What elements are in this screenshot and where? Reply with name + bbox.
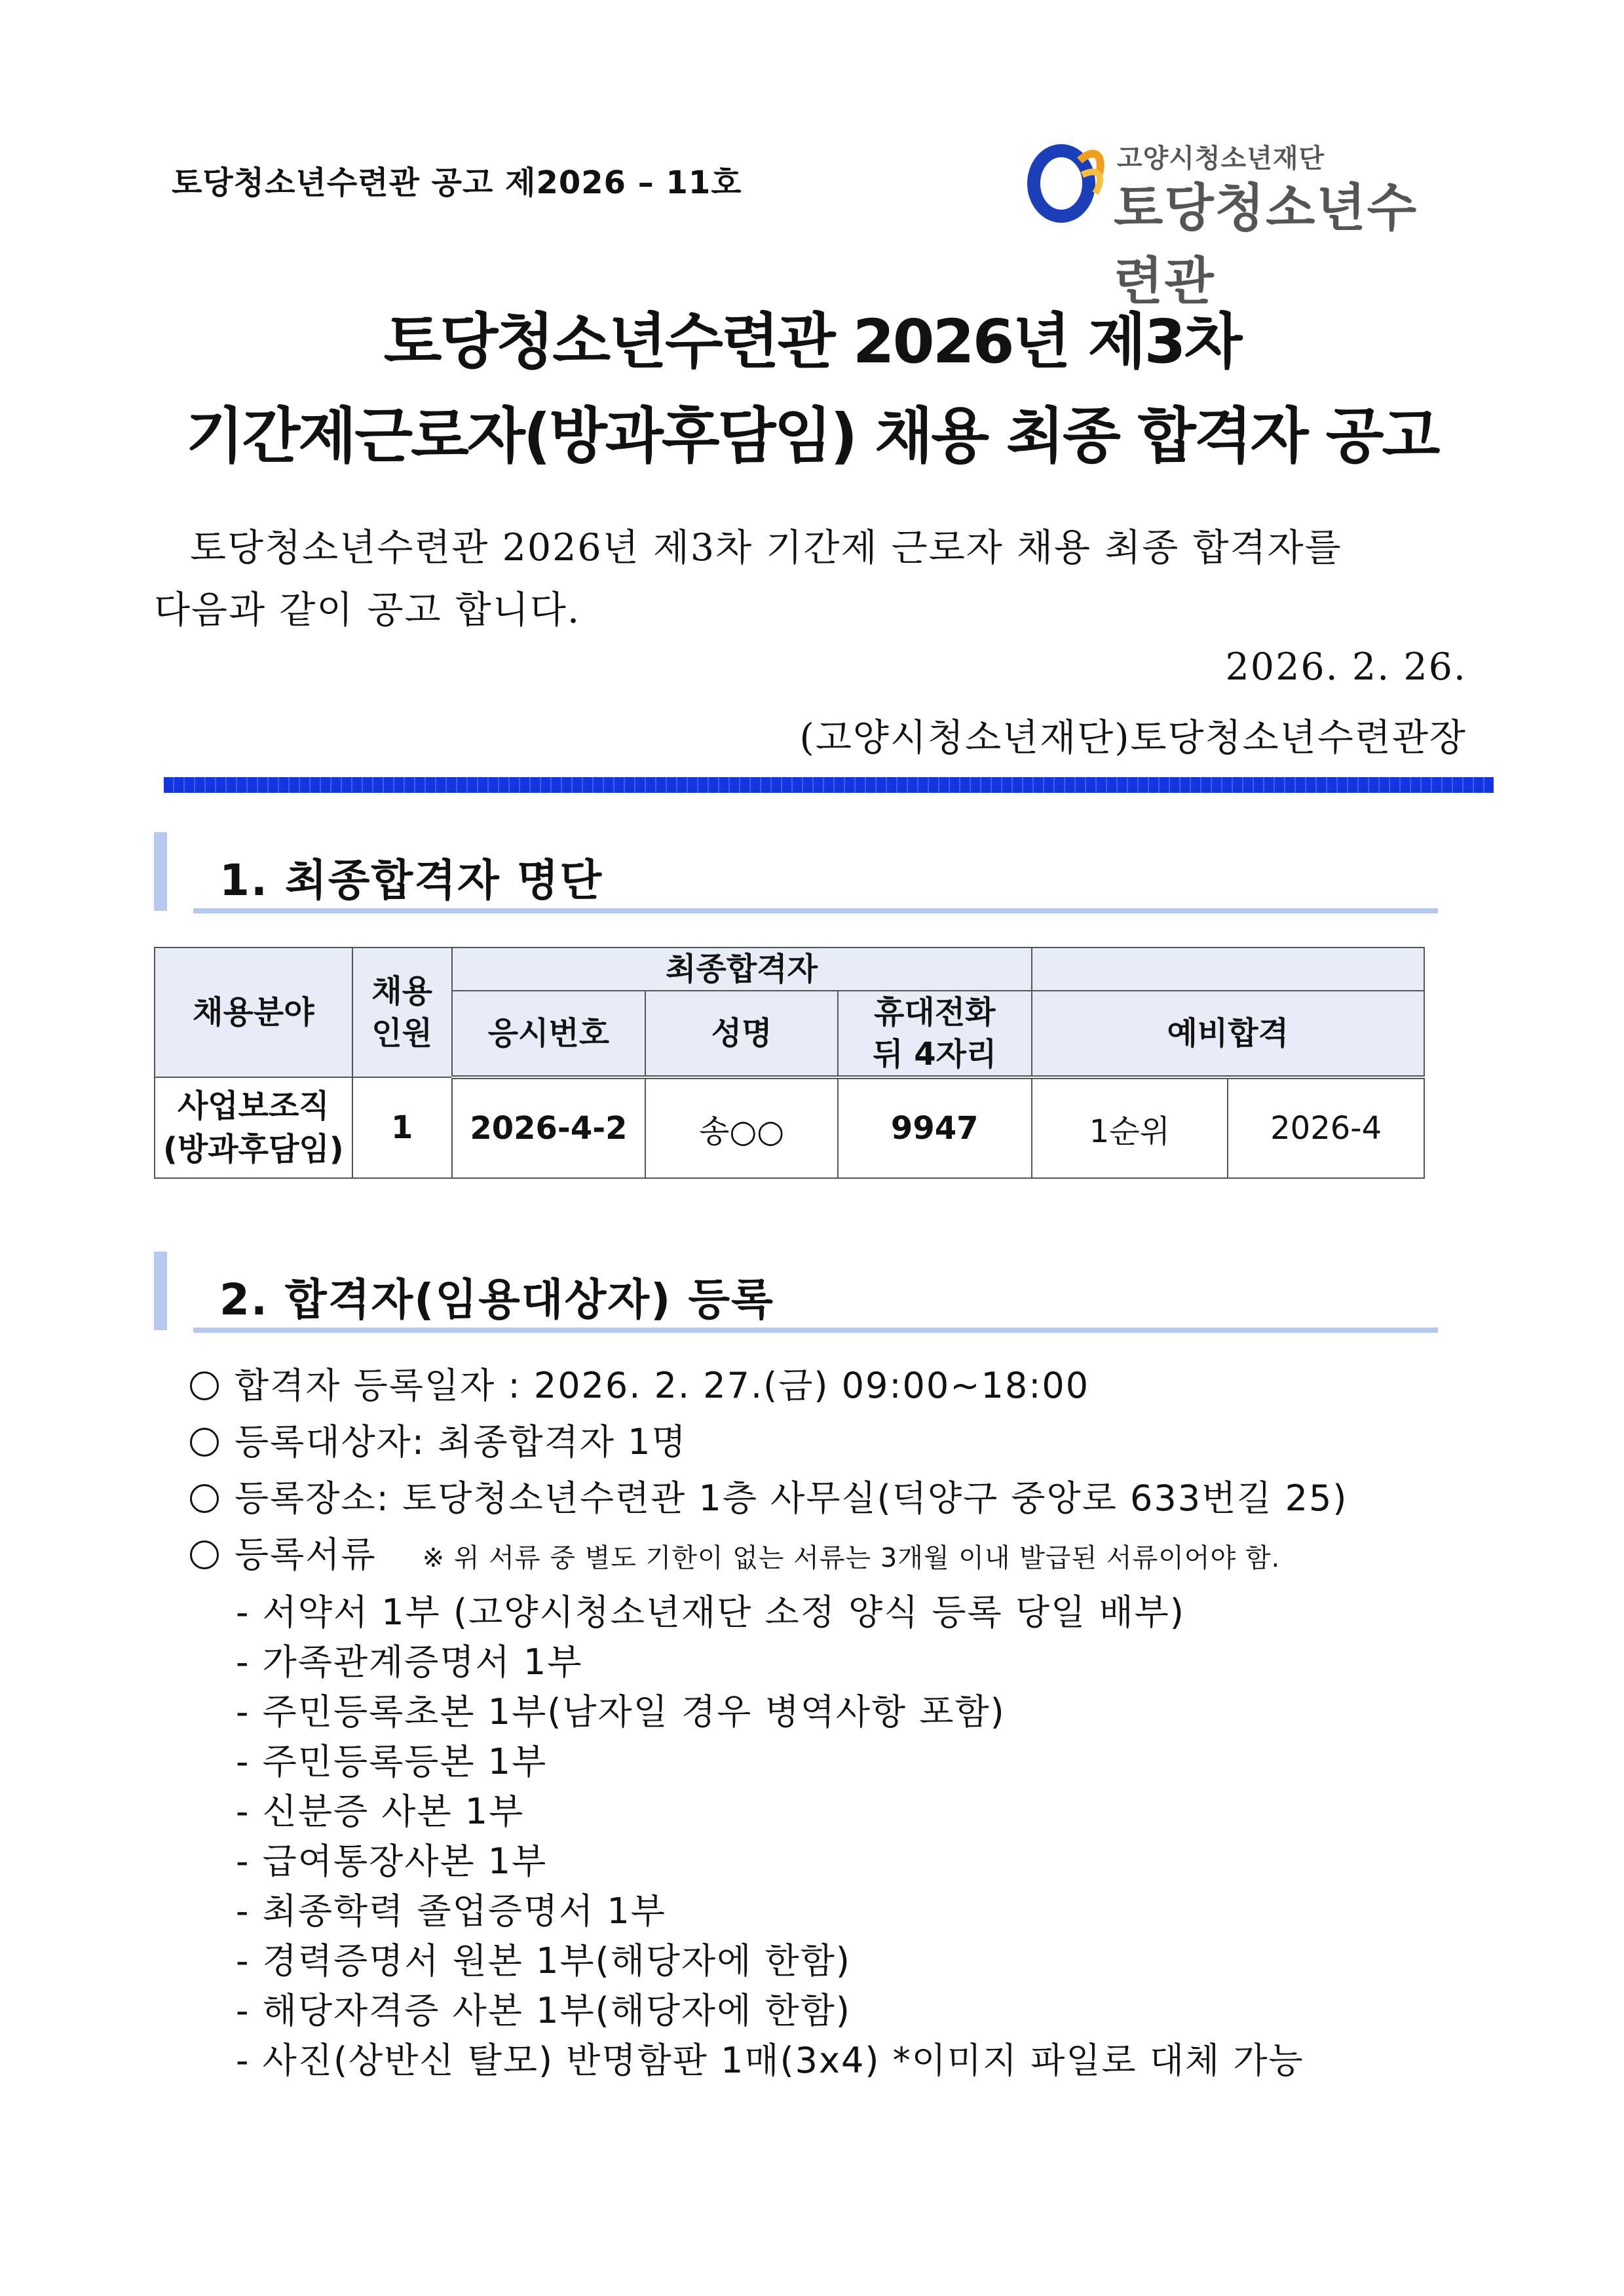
docs-note: ※ 위 서류 중 별도 기한이 없는 서류는 3개월 이내 발급된 서류이어야 함. — [422, 1543, 1281, 1573]
document-item: - 최종학력 졸업증명서 1부 — [236, 1890, 666, 1932]
cell-field-line2: (방과후담임) — [163, 1131, 344, 1168]
document-item: - 주민등록초본 1부(남자일 경우 병역사항 포함) — [236, 1691, 1006, 1732]
issuer: (고양시청소년재단)토당청소년수련관장 — [799, 716, 1467, 759]
section2-marker — [154, 1252, 167, 1330]
logo-small-text: 고양시청소년재단 — [1117, 144, 1325, 174]
document-item: - 해당자격증 사본 1부(해당자에 한함) — [236, 1990, 851, 2031]
cell-field-line1: 사업보조직 — [177, 1088, 330, 1124]
document-item: - 급여통장사본 1부 — [236, 1841, 548, 1882]
circle-bullet-icon — [190, 1428, 219, 1457]
circle-bullet-icon — [190, 1540, 219, 1569]
header-name: 성명 — [645, 991, 838, 1077]
document-item: - 가족관계증명서 1부 — [236, 1641, 583, 1683]
list-item: 합격자 등록일자 : 2026. 2. 27.(금) 09:00~18:00 — [190, 1358, 1089, 1408]
logo — [1022, 131, 1454, 311]
divider-bar — [164, 777, 1494, 793]
table-row — [155, 1077, 1424, 1178]
cell-field — [155, 1077, 352, 1178]
header-final: 최종합격자 — [452, 947, 1032, 991]
header-exam-no: 응시번호 — [452, 991, 646, 1077]
header-field: 채용분야 — [155, 947, 352, 1077]
header-phone — [838, 991, 1032, 1077]
document-item: - 주민등록등본 1부 — [236, 1741, 548, 1782]
header-count-line2: 인원 — [371, 1015, 433, 1052]
cell-name: 송○○ — [645, 1077, 838, 1178]
header-blank — [1032, 947, 1424, 991]
cell-phone: 9947 — [838, 1077, 1032, 1178]
cell-exam-no: 2026-4-2 — [452, 1077, 646, 1178]
cell-count: 1 — [352, 1077, 452, 1178]
intro-line2: 다음과 같이 공고 합니다. — [154, 588, 581, 632]
section1-marker — [154, 832, 167, 911]
header-count-line1: 채용 — [371, 973, 433, 1010]
section1-title: 1. 최종합격자 명단 — [219, 855, 603, 906]
notice-number: 토당청소년수련관 공고 제2026 – 11호 — [172, 164, 742, 201]
intro-line1: 토당청소년수련관 2026년 제3차 기간제 근로자 채용 최종 합격자를 — [190, 526, 1342, 569]
logo-big-text: 토당청소년수련관 — [1114, 179, 1418, 311]
section1-underline — [193, 908, 1438, 913]
header-count — [352, 947, 452, 1077]
cell-reserve-no: 2026-4 — [1228, 1077, 1424, 1178]
list-item: 등록대상자: 최종합격자 1명 — [190, 1414, 687, 1464]
document-item: - 사진(상반신 탈모) 반명함판 1매(3x4) *이미지 파일로 대체 가능 — [236, 2040, 1304, 2081]
document-item: - 서약서 1부 (고양시청소년재단 소정 양식 등록 당일 배부) — [236, 1592, 1185, 1633]
header-reserve: 예비합격 — [1032, 991, 1424, 1077]
list-item: 등록서류 ※ 위 서류 중 별도 기한이 없는 서류는 3개월 이내 발급된 서류이어야 함. — [190, 1527, 1280, 1577]
finalist-table — [154, 947, 1425, 1179]
document-item: - 경력증명서 원본 1부(해당자에 한함) — [236, 1940, 851, 1981]
logo-emblem-icon — [1022, 134, 1114, 226]
page-title-line2: 기간제근로자(방과후담임) 채용 최종 합격자 공고 — [185, 401, 1439, 471]
section2-title: 2. 합격자(임용대상자) 등록 — [219, 1274, 774, 1325]
header-phone-line1: 휴대전화 — [873, 994, 996, 1031]
page-title-line1: 토당청소년수련관 2026년 제3차 — [383, 307, 1241, 377]
header-phone-line2: 뒤 4자리 — [873, 1036, 997, 1073]
circle-bullet-icon — [190, 1371, 219, 1400]
cell-reserve-rank: 1순위 — [1032, 1077, 1228, 1178]
document-item: - 신분증 사본 1부 — [236, 1791, 525, 1832]
circle-bullet-icon — [190, 1484, 219, 1513]
notice-date: 2026. 2. 26. — [1225, 645, 1467, 689]
list-item: 등록장소: 토당청소년수련관 1층 사무실(덕양구 중앙로 633번길 25) — [190, 1470, 1348, 1521]
section2-underline — [193, 1328, 1438, 1333]
